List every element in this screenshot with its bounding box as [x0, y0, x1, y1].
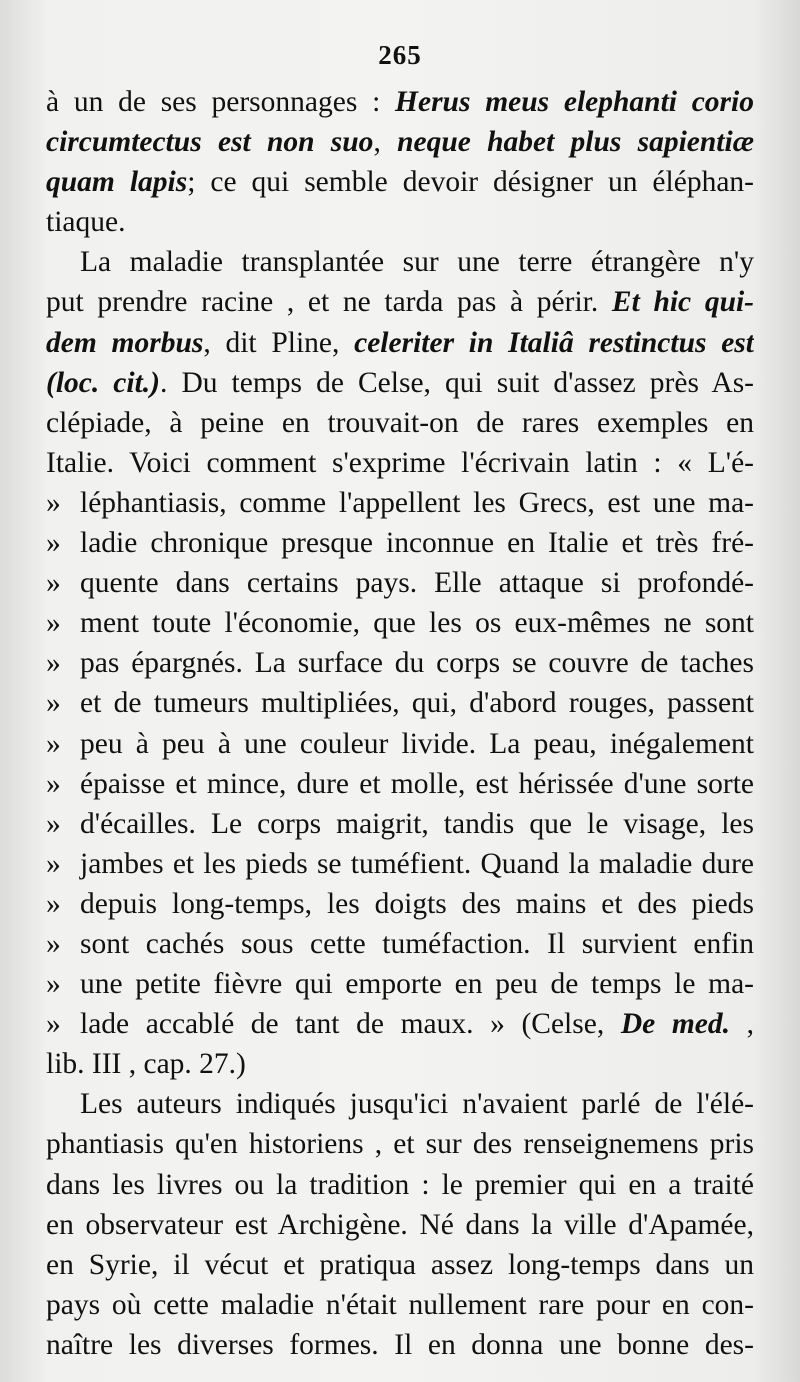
- text-line: [46, 363, 754, 403]
- text-segment: . Du temps de Celse, qui suit d'assez près As-: [160, 366, 754, 399]
- text-segment: lib. III , cap. 27.): [46, 1048, 246, 1081]
- quote-mark: »: [46, 607, 61, 640]
- text-line: [46, 1084, 754, 1124]
- text-line: [46, 804, 754, 844]
- quote-mark: »: [46, 767, 61, 800]
- text-line: [46, 764, 754, 804]
- text-line: [46, 603, 754, 643]
- text-line: [46, 82, 754, 122]
- text-segment: ladie chronique presque inconnue en Italie et très fré-: [80, 527, 754, 560]
- text-line: [46, 483, 754, 523]
- text-line: [46, 924, 754, 964]
- italic-segment: neque habet plus sapientiæ: [397, 126, 754, 159]
- text-line: [46, 1245, 754, 1285]
- text-line: [46, 1044, 754, 1084]
- text-line: [46, 964, 754, 1004]
- text-segment: naître les diverses formes. Il en donna une bonne des-: [46, 1328, 754, 1361]
- text-line: [46, 1165, 754, 1205]
- text-segment: Les auteurs indiqués jusqu'ici n'avaient parlé de l'élé-: [80, 1088, 754, 1121]
- text-segment: pas épargnés. La surface du corps se couvre de taches: [80, 647, 754, 680]
- italic-segment: dem morbus: [46, 326, 204, 359]
- text-segment: une petite fièvre qui emporte en peu de temps le ma-: [80, 968, 754, 1001]
- text-line: [46, 443, 754, 483]
- text-segment: d'écailles. Le corps maigrit, tandis que le visage, les: [80, 807, 754, 840]
- text-line: [46, 523, 754, 563]
- quote-mark: »: [46, 847, 61, 880]
- text-segment: à un de ses personnages :: [46, 86, 396, 118]
- text-segment: sont cachés sous cette tuméfaction. Il survient enfin: [80, 927, 754, 960]
- text-segment: ,: [373, 126, 398, 159]
- text-segment: ,: [730, 1008, 754, 1041]
- text-segment: Italie. Voici comment s'exprime l'écrivain latin : « L'é-: [46, 446, 754, 479]
- text-line: [46, 643, 754, 683]
- text-line: [46, 563, 754, 603]
- text-segment: peu à peu à une couleur livide. La peau, inégalement: [80, 727, 754, 760]
- text-segment: pays où cette maladie n'était nullement rare pour en con-: [46, 1288, 754, 1321]
- text-line: [46, 323, 754, 363]
- text-segment: léphantiasis, comme l'appellent les Grecs, est une ma-: [80, 486, 754, 519]
- italic-segment: quam lapis: [46, 166, 188, 199]
- text-segment: ment toute l'économie, que les os eux-mêmes ne sont: [80, 607, 754, 640]
- text-segment: et de tumeurs multipliées, qui, d'abord rouges, passent: [80, 687, 754, 720]
- text-segment: tiaque.: [46, 206, 126, 239]
- text-line: [46, 122, 754, 162]
- text-line: [46, 683, 754, 723]
- quote-mark: »: [46, 887, 61, 920]
- text-segment: lade accablé de tant de maux. » (Celse,: [80, 1008, 621, 1041]
- quote-mark: »: [46, 486, 61, 519]
- text-segment: en Syrie, il vécut et pratiqua assez long-temps dans un: [46, 1248, 754, 1281]
- text-segment: en observateur est Archigène. Né dans la ville d'Apamée,: [46, 1208, 754, 1241]
- page-number: 265: [378, 40, 422, 70]
- text-line: [46, 403, 754, 443]
- quote-mark: »: [46, 647, 61, 680]
- text-segment: La maladie transplantée sur une terre étrangère n'y: [80, 246, 754, 279]
- italic-segment: Et hic qui-: [611, 286, 754, 319]
- text-segment: épaisse et mince, dure et molle, est hérissée d'une sorte: [80, 767, 754, 800]
- quote-mark: »: [46, 1008, 61, 1041]
- text-line: [46, 162, 754, 202]
- text-line: [46, 724, 754, 764]
- italic-segment: celeriter in Italiâ restinctus est: [354, 326, 754, 359]
- text-segment: ; ce qui semble devoir désigner un éléphan-: [187, 166, 754, 199]
- quote-mark: »: [46, 968, 61, 1001]
- text-line: [46, 1124, 754, 1164]
- italic-segment: circumtectus est non suo: [46, 126, 374, 159]
- text-line: [46, 1325, 754, 1365]
- quote-mark: »: [46, 927, 61, 960]
- quote-mark: »: [46, 527, 61, 560]
- text-line: [46, 844, 754, 884]
- text-line: [46, 884, 754, 924]
- quote-mark: »: [46, 727, 61, 760]
- text-segment: , dit Pline,: [203, 326, 355, 359]
- text-segment: jambes et les pieds se tuméfient. Quand la maladie dure: [80, 847, 754, 880]
- quote-mark: »: [46, 687, 61, 720]
- text-line: [46, 282, 754, 322]
- quote-mark: »: [46, 567, 61, 600]
- text-line: [46, 1004, 754, 1044]
- text-segment: put prendre racine , et ne tarda pas à périr.: [46, 286, 612, 319]
- italic-segment: Herus meus elephanti corio: [395, 86, 754, 118]
- text-segment: quente dans certains pays. Elle attaque si profondé-: [80, 567, 754, 600]
- quote-mark: »: [46, 807, 61, 840]
- text-line: [46, 1285, 754, 1325]
- text-segment: depuis long-temps, les doigts des mains et des pieds: [80, 887, 754, 920]
- page-text: [46, 82, 754, 1365]
- italic-segment: De med.: [620, 1008, 731, 1041]
- text-line: [46, 202, 754, 242]
- text-segment: clépiade, à peine en trouvait-on de rares exemples en: [46, 406, 754, 439]
- text-line: [46, 242, 754, 282]
- text-segment: phantiasis qu'en historiens , et sur des renseignemens pris: [46, 1128, 754, 1161]
- text-segment: dans les livres ou la tradition : le premier qui en a traité: [46, 1168, 754, 1201]
- italic-segment: (loc. cit.): [46, 366, 160, 399]
- text-line: [46, 1205, 754, 1245]
